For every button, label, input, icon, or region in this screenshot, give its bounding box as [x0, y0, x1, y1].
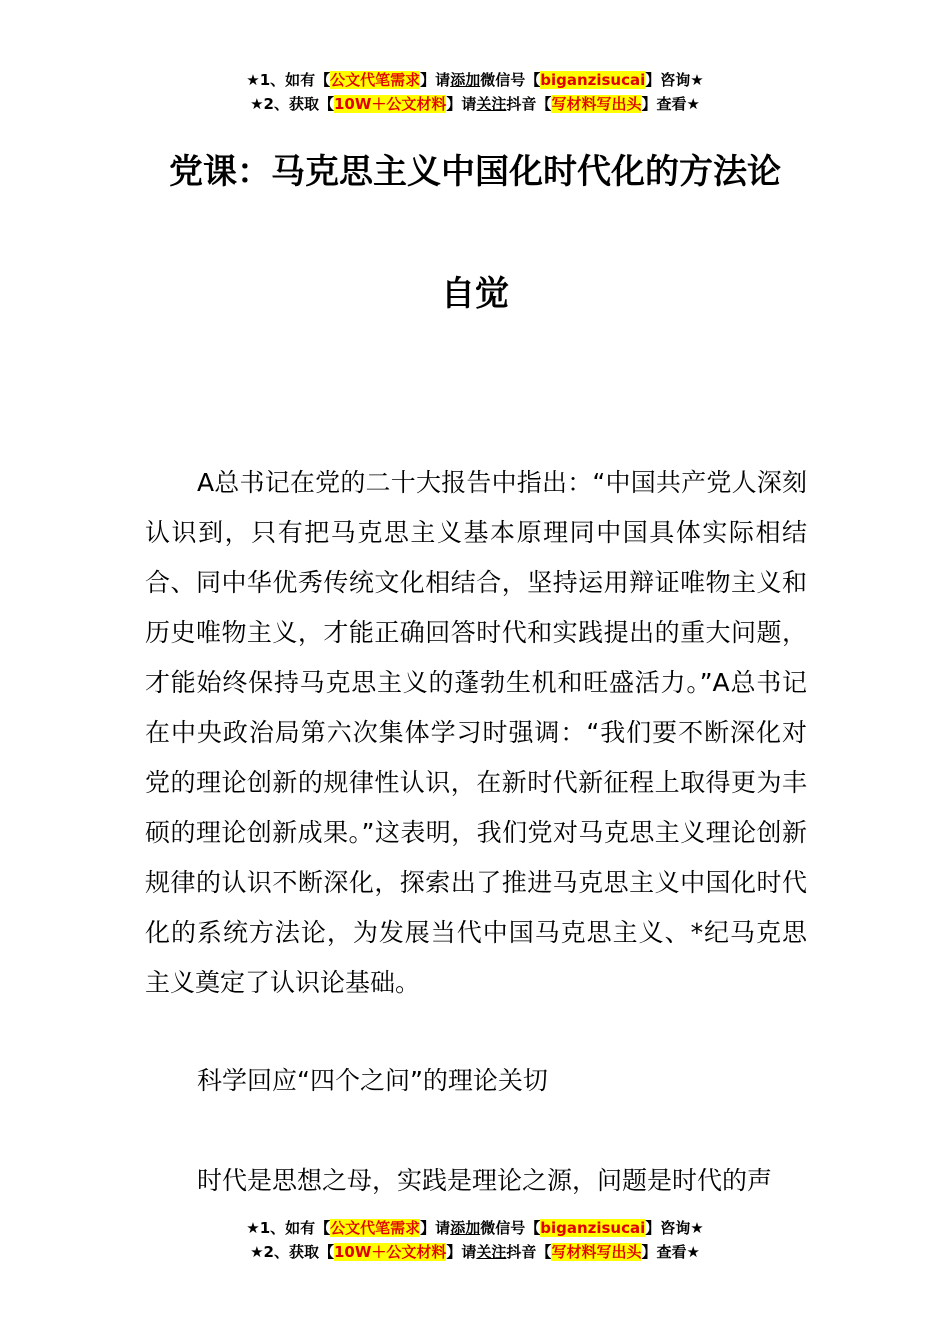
banner-text: 】请 — [446, 1243, 477, 1261]
banner-text-underlined: 关注 — [476, 1243, 507, 1261]
banner-text-underlined: 添加 — [450, 1219, 481, 1237]
banner-text: 抖音【 — [506, 1243, 552, 1261]
banner-text: 】咨询★ — [645, 71, 704, 89]
body-paragraph-2: 时代是思想之母，实践是理论之源，问题是时代的声 — [197, 1166, 773, 1195]
highlight-materials: 10W＋公文材料 — [333, 1243, 447, 1261]
highlight-materials: 10W＋公文材料 — [333, 95, 447, 113]
banner-text: ★1、如有【 — [246, 71, 331, 89]
banner-text-underlined: 添加 — [450, 71, 481, 89]
banner-text: 】请 — [420, 1219, 451, 1237]
highlight-wechat-id: biganzisucai — [540, 1219, 646, 1237]
section-heading: 科学回应“四个之问”的理论关切 — [197, 1066, 548, 1095]
banner-text: 】咨询★ — [645, 1219, 704, 1237]
footer-banner — [0, 1216, 950, 1264]
highlight-douyin-account: 写材料写出头 — [551, 1243, 642, 1261]
banner-text: 】请 — [446, 95, 477, 113]
banner-text: 抖音【 — [506, 95, 552, 113]
banner-text: 微信号【 — [480, 1219, 541, 1237]
banner-line-1 — [0, 1216, 950, 1240]
banner-text: 】查看★ — [641, 1243, 700, 1261]
banner-line-1 — [0, 68, 950, 92]
banner-text: ★1、如有【 — [246, 1219, 331, 1237]
banner-text-underlined: 关注 — [476, 95, 507, 113]
banner-line-2 — [0, 1240, 950, 1264]
banner-text: ★2、获取【 — [250, 95, 334, 113]
highlight-wechat-id: biganzisucai — [540, 71, 646, 89]
banner-text: ★2、获取【 — [250, 1243, 334, 1261]
banner-text: 】查看★ — [641, 95, 700, 113]
banner-text: 微信号【 — [480, 71, 541, 89]
document-title-line-1: 党课：马克思主义中国化时代化的方法论 — [169, 152, 781, 192]
document-title-line-2: 自觉 — [441, 274, 509, 314]
highlight-douyin-account: 写材料写出头 — [551, 95, 642, 113]
banner-text: 】请 — [420, 71, 451, 89]
header-banner — [0, 68, 950, 116]
banner-line-2 — [0, 92, 950, 116]
body-paragraph-1: A总书记在党的二十大报告中指出：“中国共产党人深刻认识到，只有把马克思主义基本原理同中国具体实际相结合、同中华优秀传统文化相结合，坚持运用辩证唯物主义和历史唯物主义，才能正确回答时代和实践提出的重大问题，才能始终保持马克思主义的蓬勃生机和旺盛活力。”A总书记在中央政治局第六次集体学习时强调：“我们要不断深化对党的理论创新的规律性认识，在新时代新征程上取得更为丰硕的理论创新成果。”这表明，我们党对马克思主义理论创新规律的认识不断深化，探索出了推进马克思主义中国化时代化的系统方法论，为发展当代中国马克思主义、*纪马克思主义奠定了认识论基础。 — [145, 468, 807, 997]
highlight-ghostwriting: 公文代笔需求 — [330, 71, 421, 89]
highlight-ghostwriting: 公文代笔需求 — [330, 1219, 421, 1237]
